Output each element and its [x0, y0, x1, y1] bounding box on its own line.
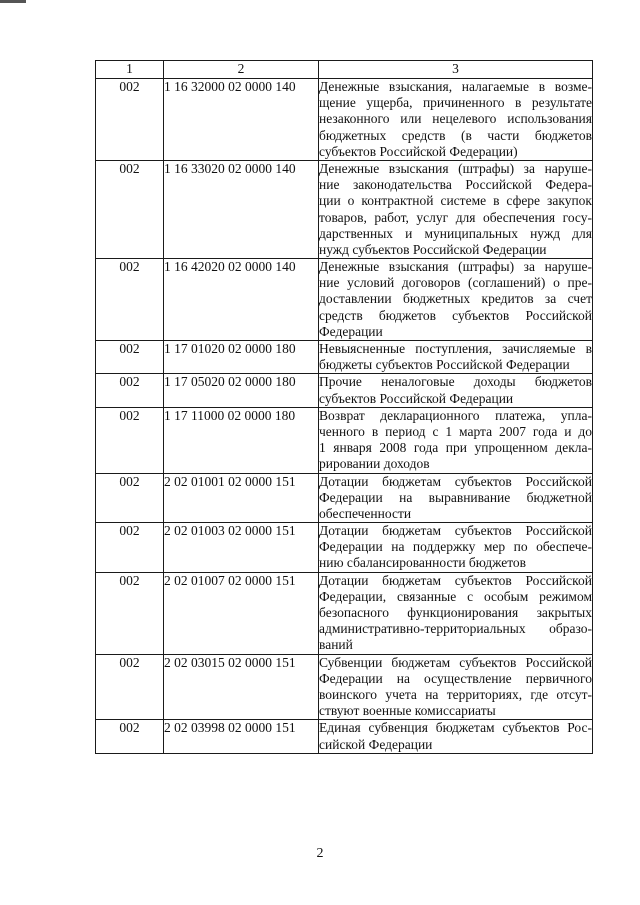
administrator-code-cell: 002 — [96, 374, 164, 407]
description-line: административно-территориальных образо- — [319, 621, 592, 637]
revenue-description-cell — [319, 407, 593, 473]
budget-classification-code-cell: 1 17 11000 02 0000 180 — [164, 407, 319, 473]
administrator-code-cell: 002 — [96, 160, 164, 258]
description-line: Денежные взыскания (штрафы) за наруше- — [319, 160, 592, 176]
description-line: Федерации, связанные с особым режимом — [319, 588, 592, 604]
revenue-description-cell — [319, 473, 593, 523]
description-line: ции о контрактной системе в сфере закупок — [319, 193, 592, 209]
description-line: рировании доходов — [319, 456, 430, 472]
description-line: Денежные взыскания, налагаемые в возме- — [319, 79, 592, 94]
description-line: дарственных и муниципальных нужд для — [319, 225, 592, 241]
description-line: сийской Федерации — [319, 736, 433, 752]
description-line: щение ущерба, причиненного в результате — [319, 95, 592, 111]
description-line: субъектов Российской Федерации) — [319, 143, 518, 159]
table-row — [96, 341, 593, 374]
description-line: Федерации — [319, 323, 383, 339]
description-line: Денежные взыскания (штрафы) за наруше- — [319, 259, 592, 275]
description-line: ние условий договоров (соглашений) о пре- — [319, 275, 592, 291]
description-line: Прочие неналоговые доходы бюджетов — [319, 374, 592, 390]
description-line: Федерации на поддержку мер по обеспече- — [319, 539, 592, 555]
budget-classification-code-cell: 2 02 01003 02 0000 151 — [164, 523, 319, 573]
header-col-2: 2 — [164, 61, 319, 79]
description-line: средств бюджетов субъектов Российской — [319, 307, 592, 323]
table-row — [96, 654, 593, 720]
table-body — [96, 79, 593, 754]
table-row — [96, 572, 593, 654]
table-row — [96, 407, 593, 473]
page-number: 2 — [316, 846, 324, 861]
description-line: ствуют военные комиссариаты — [319, 703, 496, 719]
description-line: Дотации бюджетам субъектов Российской — [319, 473, 592, 489]
description-line: товаров, работ, услуг для обеспечения госу- — [319, 209, 592, 225]
description-line: субъектов Российской Федерации — [319, 390, 514, 406]
administrator-code-cell: 002 — [96, 407, 164, 473]
table-row — [96, 160, 593, 258]
description-line: Невыясненные поступления, зачисляемые в — [319, 341, 592, 356]
header-col-1: 1 — [96, 61, 164, 79]
description-line: ченного в период с 1 марта 2007 года и до — [319, 423, 592, 439]
administrator-code-cell: 002 — [96, 79, 164, 161]
description-line: доставлении бюджетных кредитов за счет — [319, 291, 592, 307]
revenue-description-cell — [319, 79, 593, 161]
administrator-code-cell: 002 — [96, 473, 164, 523]
administrator-code-cell: 002 — [96, 259, 164, 341]
administrator-code-cell: 002 — [96, 720, 164, 753]
description-line: ваний — [319, 637, 353, 653]
budget-classification-code-cell: 1 16 32000 02 0000 140 — [164, 79, 319, 161]
table-row — [96, 79, 593, 161]
table-row — [96, 374, 593, 407]
administrator-code-cell: 002 — [96, 523, 164, 573]
budget-classification-code-cell: 1 17 05020 02 0000 180 — [164, 374, 319, 407]
budget-codes-table — [95, 60, 593, 754]
table-row — [96, 473, 593, 523]
administrator-code-cell: 002 — [96, 341, 164, 374]
administrator-code-cell: 002 — [96, 572, 164, 654]
description-line: нужд субъектов Российской Федерации — [319, 241, 547, 257]
budget-classification-code-cell: 1 16 42020 02 0000 140 — [164, 259, 319, 341]
description-line: Единая субвенция бюджетам субъектов Рос- — [319, 720, 592, 736]
revenue-description-cell — [319, 259, 593, 341]
description-line: обеспеченности — [319, 505, 412, 521]
revenue-description-cell — [319, 523, 593, 573]
table-row — [96, 720, 593, 753]
revenue-description-cell — [319, 720, 593, 753]
description-line: нию сбалансированности бюджетов — [319, 555, 527, 571]
budget-classification-code-cell: 1 17 01020 02 0000 180 — [164, 341, 319, 374]
description-line: Возврат декларационного платежа, упла- — [319, 407, 592, 423]
budget-classification-code-cell: 2 02 01001 02 0000 151 — [164, 473, 319, 523]
revenue-description-cell — [319, 572, 593, 654]
description-line: 1 января 2008 года при упрощенном декла- — [319, 440, 592, 456]
revenue-description-cell — [319, 374, 593, 407]
table-header-row — [96, 61, 593, 79]
description-line: Субвенции бюджетам субъектов Российской — [319, 654, 592, 670]
budget-classification-code-cell: 2 02 03998 02 0000 151 — [164, 720, 319, 753]
revenue-description-cell — [319, 160, 593, 258]
administrator-code-cell: 002 — [96, 654, 164, 720]
description-line: ние законодательства Российской Федера- — [319, 177, 592, 193]
table-row — [96, 523, 593, 573]
description-line: Дотации бюджетам субъектов Российской — [319, 523, 592, 539]
budget-classification-code-cell: 2 02 01007 02 0000 151 — [164, 572, 319, 654]
budget-classification-code-cell: 2 02 03015 02 0000 151 — [164, 654, 319, 720]
description-line: бюджетных средств (в части бюджетов — [319, 127, 592, 143]
scan-corner-mark — [0, 0, 26, 3]
description-line: Дотации бюджетам субъектов Российской — [319, 572, 592, 588]
table-row — [96, 259, 593, 341]
description-line: воинского учета на территориях, где отсут- — [319, 686, 592, 702]
budget-classification-code-cell: 1 16 33020 02 0000 140 — [164, 160, 319, 258]
header-col-3: 3 — [319, 61, 593, 79]
revenue-description-cell — [319, 654, 593, 720]
description-line: незаконного или нецелевого использования — [319, 111, 592, 127]
description-line: безопасного функционирования закрытых — [319, 605, 592, 620]
description-line: Федерации на осуществление первичного — [319, 670, 592, 686]
description-line: бюджеты субъектов Российской Федерации — [319, 357, 570, 373]
revenue-description-cell — [319, 341, 593, 374]
description-line: Федерации на выравнивание бюджетной — [319, 489, 592, 505]
